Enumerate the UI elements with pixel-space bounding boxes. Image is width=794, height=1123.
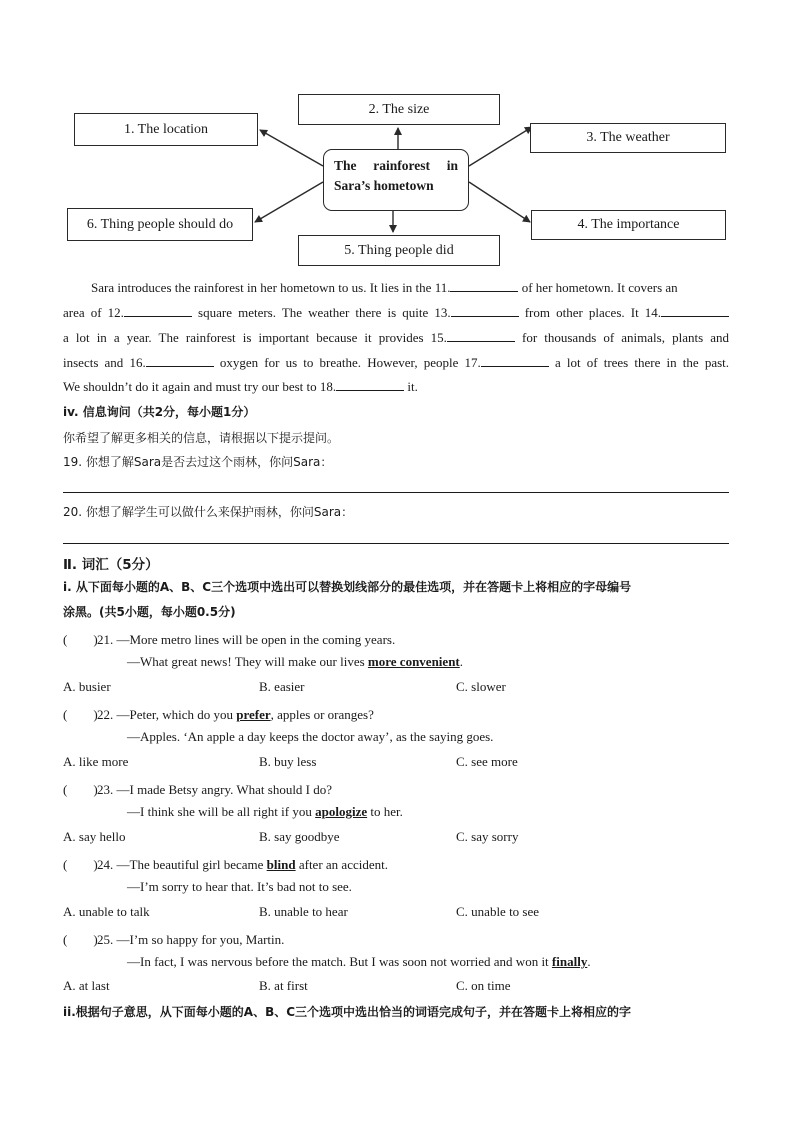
q22-line-1: ( )22. —Peter, which do you prefer, apples or oranges? [63, 704, 374, 723]
section-iv-intro: 你希望了解更多相关的信息，请根据以下提示提问。 [63, 431, 340, 445]
q21-option-b[interactable]: B. easier [259, 679, 305, 694]
q23-option-c[interactable]: C. say sorry [456, 829, 519, 844]
blank-17[interactable] [481, 355, 549, 367]
q22-option-c[interactable]: C. see more [456, 754, 518, 769]
q21-option-a[interactable]: A. busier [63, 679, 111, 694]
question-20: 20. 你想了解学生可以做什么来保护雨林，你问Sara： [63, 505, 354, 519]
q25-line-2: —In fact, I was nervous before the match. But I was soon not worried and won it finally. [127, 954, 591, 969]
q24-line-2: —I’m sorry to hear that. It’s bad not to see. [127, 879, 352, 894]
box-weather [530, 123, 726, 153]
answer-paren-21[interactable]: ( ) [63, 632, 98, 647]
q24-option-a[interactable]: A. unable to talk [63, 904, 150, 919]
q24-line-1: ( )24. —The beautiful girl became blind after an accident. [63, 854, 388, 873]
underlined-phrase-22: prefer [236, 707, 271, 722]
center-line-2: Sara’s hometown [334, 178, 434, 193]
underlined-phrase-24: blind [266, 857, 296, 872]
box-size-label: 2. The size [368, 101, 430, 117]
answer-paren-25[interactable]: ( ) [63, 932, 98, 947]
answer-paren-23[interactable]: ( ) [63, 782, 98, 797]
answer-line-20[interactable] [63, 543, 729, 544]
box-people-should [67, 208, 253, 241]
box-location-label: 1. The location [123, 121, 209, 137]
section-ii-i-instruction-2: 涂黑。(共5小题，每小题0.5分) [63, 605, 236, 619]
arrow-to-people-should [255, 182, 323, 222]
answer-line-19[interactable] [63, 492, 729, 493]
blank-14[interactable] [661, 305, 729, 317]
blank-13[interactable] [451, 305, 519, 317]
blank-12[interactable] [124, 305, 192, 317]
blank-16[interactable] [146, 355, 214, 367]
box-importance [531, 210, 726, 240]
q25-option-a[interactable]: A. at last [63, 978, 110, 993]
q25-option-b[interactable]: B. at first [259, 978, 308, 993]
underlined-phrase-21: more convenient [367, 654, 460, 669]
underlined-phrase-23: apologize [315, 804, 368, 819]
blank-18[interactable] [336, 379, 404, 391]
section-ii-title: Ⅱ. 词汇（5分） [63, 557, 159, 573]
q25-option-c[interactable]: C. on time [456, 978, 511, 993]
q22-line-2: —Apples. ‘An apple a day keeps the doctor away’, as the saying goes. [127, 729, 494, 744]
passage-line-3: a lot in a year. The rainforest is important because it provides 15. for thousands of animals, plants and [63, 330, 730, 345]
box-location [74, 113, 258, 146]
section-iv-title: iv. 信息询问（共2分，每小题1分） [63, 405, 256, 419]
arrow-to-importance [469, 182, 530, 222]
question-19: 19. 你想了解Sara是否去过这个雨林，你问Sara： [63, 455, 333, 469]
box-size [298, 94, 500, 125]
center-word-1: The [334, 158, 357, 173]
mind-map-diagram [0, 0, 794, 275]
passage-line-5: We shouldn’t do it again and must try our best to 18. it. [63, 379, 418, 394]
q21-option-c[interactable]: C. slower [456, 679, 506, 694]
box-importance-label: 4. The importance [577, 217, 680, 232]
q25-line-1: ( )25. —I’m so happy for you, Martin. [63, 929, 284, 948]
center-word-3: in [446, 158, 458, 173]
box-weather-label: 3. The weather [586, 130, 670, 145]
q24-option-c[interactable]: C. unable to see [456, 904, 540, 919]
passage-line-4: insects and 16. oxygen for us to breathe. However, people 17. a lot of trees there in the past. [63, 355, 730, 370]
section-ii-ii-instruction: ii.根据句子意思，从下面每小题的A、B、C三个选项中选出恰当的词语完成句子，并在答题卡上将相应的字 [63, 1005, 632, 1019]
blank-15[interactable] [447, 330, 515, 342]
answer-paren-22[interactable]: ( ) [63, 707, 98, 722]
q22-option-a[interactable]: A. like more [63, 754, 129, 769]
q23-option-b[interactable]: B. say goodbye [259, 829, 340, 844]
box-people-did-label: 5. Thing people did [344, 242, 454, 258]
q23-line-2: —I think she will be all right if you apologize to her. [127, 804, 403, 819]
q22-option-b[interactable]: B. buy less [259, 754, 317, 769]
center-topic-box [323, 149, 469, 211]
q24-option-b[interactable]: B. unable to hear [259, 904, 348, 919]
blank-11[interactable] [450, 280, 518, 292]
answer-paren-24[interactable]: ( ) [63, 857, 98, 872]
passage-line-2: area of 12. square meters. The weather there is quite 13. from other places. It 14. [63, 305, 729, 321]
box-people-did [298, 235, 500, 266]
arrow-to-weather [469, 127, 532, 166]
q21-line-2: —What great news! They will make our lives more convenient. [127, 654, 463, 669]
q21-line-1: ( )21. —More metro lines will be open in the coming years. [63, 629, 395, 648]
passage-line-1: Sara introduces the rainforest in her hometown to us. It lies in the 11. of her hometown. It covers an [91, 280, 678, 295]
q23-line-1: ( )23. —I made Betsy angry. What should I do? [63, 779, 332, 798]
box-people-should-label: 6. Thing people should do [86, 216, 234, 232]
underlined-phrase-25: finally [551, 954, 588, 969]
arrow-to-location [260, 130, 323, 166]
section-ii-i-instruction-1: i. 从下面每小题的A、B、C三个选项中选出可以替换划线部分的最佳选项，并在答题卡上将相应的字母编号 [63, 580, 632, 594]
q23-option-a[interactable]: A. say hello [63, 829, 126, 844]
center-word-2: rainforest [373, 158, 430, 173]
